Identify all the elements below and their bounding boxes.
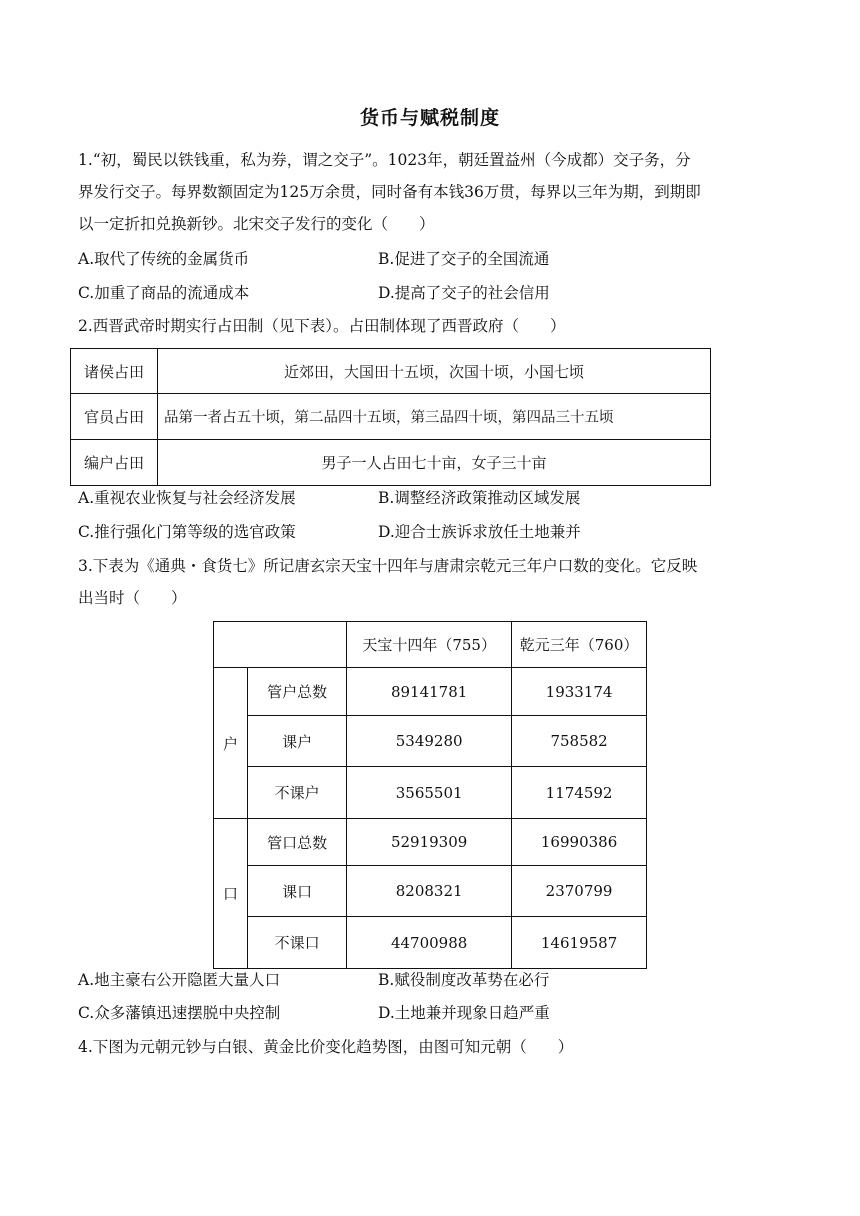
cell-value: 52919309 xyxy=(347,819,512,866)
q2-row-label: 诸侯占田 xyxy=(71,349,158,394)
cell-value: 16990386 xyxy=(512,819,647,866)
row-label: 课户 xyxy=(248,716,347,767)
q2-stem: 2.西晋武帝时期实行占田制（见下表）。占田制体现了西晋政府（ ） xyxy=(78,317,566,335)
q2-option-b: B.调整经济政策推动区域发展 xyxy=(378,489,581,507)
q1-option-c: C.加重了商品的流通成本 xyxy=(78,284,250,302)
q4-stem: 4.下图为元朝元钞与白银、黄金比价变化趋势图，由图可知元朝（ ） xyxy=(78,1038,574,1056)
row-label: 管户总数 xyxy=(248,668,347,716)
q2-row-value: 品第一者占五十顷，第二品四十五顷，第三品四十顷，第四品三十五顷 xyxy=(158,394,711,440)
cell-value: 5349280 xyxy=(347,716,512,767)
table-row xyxy=(214,917,647,969)
q2-row-label: 官员占田 xyxy=(71,394,158,440)
cell-value: 14619587 xyxy=(512,917,647,969)
q3-population-table xyxy=(213,621,647,969)
group-label: 户 xyxy=(214,668,248,819)
q1-stem-line-3: 以一定折扣兑换新钞。北宋交子发行的变化（ ） xyxy=(78,215,435,233)
q2-row-label: 编户占田 xyxy=(71,440,158,486)
table-row xyxy=(214,866,647,917)
cell-value: 758582 xyxy=(512,716,647,767)
cell-value: 44700988 xyxy=(347,917,512,969)
q2-land-table xyxy=(70,348,711,486)
q3-option-d: D.土地兼并现象日趋严重 xyxy=(378,1004,550,1022)
cell-value: 89141781 xyxy=(347,668,512,716)
q2-row-value: 近郊田，大国田十五顷，次国十顷，小国七顷 xyxy=(158,349,711,394)
q2-option-a: A.重视农业恢复与社会经济发展 xyxy=(78,489,296,507)
q1-option-a: A.取代了传统的金属货币 xyxy=(78,250,250,268)
table-row xyxy=(71,349,711,394)
row-label: 管口总数 xyxy=(248,819,347,866)
q1-stem-line-1: 1.“初，蜀民以铁钱重，私为券，谓之交子”。1023年，朝廷置益州（今成都）交子务，分 xyxy=(78,151,691,169)
group-label: 口 xyxy=(214,819,248,969)
q2-row-value: 男子一人占田七十亩，女子三十亩 xyxy=(158,440,711,486)
table-row xyxy=(71,394,711,440)
corner-cell xyxy=(214,622,347,668)
table-row xyxy=(214,716,647,767)
cell-value: 1933174 xyxy=(512,668,647,716)
table-header-row xyxy=(214,622,647,668)
row-label: 不课口 xyxy=(248,917,347,969)
q3-option-c: C.众多藩镇迅速摆脱中央控制 xyxy=(78,1004,281,1022)
q3-stem-line-1: 3.下表为《通典・食货七》所记唐玄宗天宝十四年与唐肃宗乾元三年户口数的变化。它反映 xyxy=(78,557,698,575)
q1-stem-line-2: 界发行交子。每界数额固定为125万余贯，同时备有本钱36万贯，每界以三年为期，到期即 xyxy=(78,183,701,201)
q3-option-a: A.地主豪右公开隐匿大量人口 xyxy=(78,971,281,989)
q2-option-d: D.迎合士族诉求放任土地兼并 xyxy=(378,523,581,541)
table-row xyxy=(214,819,647,866)
cell-value: 3565501 xyxy=(347,767,512,819)
cell-value: 2370799 xyxy=(512,866,647,917)
table-row xyxy=(214,767,647,819)
q1-option-b: B.促进了交子的全国流通 xyxy=(378,250,550,268)
q2-option-c: C.推行强化门第等级的选官政策 xyxy=(78,523,296,541)
table-row xyxy=(214,668,647,716)
column-header: 乾元三年（760） xyxy=(512,622,647,668)
row-label: 课口 xyxy=(248,866,347,917)
q3-option-b: B.赋役制度改革势在必行 xyxy=(378,971,550,989)
cell-value: 8208321 xyxy=(347,866,512,917)
q1-option-d: D.提高了交子的社会信用 xyxy=(378,284,550,302)
table-row xyxy=(71,440,711,486)
page-title: 货币与赋税制度 xyxy=(359,107,500,129)
q3-stem-line-2: 出当时（ ） xyxy=(78,589,187,607)
cell-value: 1174592 xyxy=(512,767,647,819)
row-label: 不课户 xyxy=(248,767,347,819)
column-header: 天宝十四年（755） xyxy=(347,622,512,668)
